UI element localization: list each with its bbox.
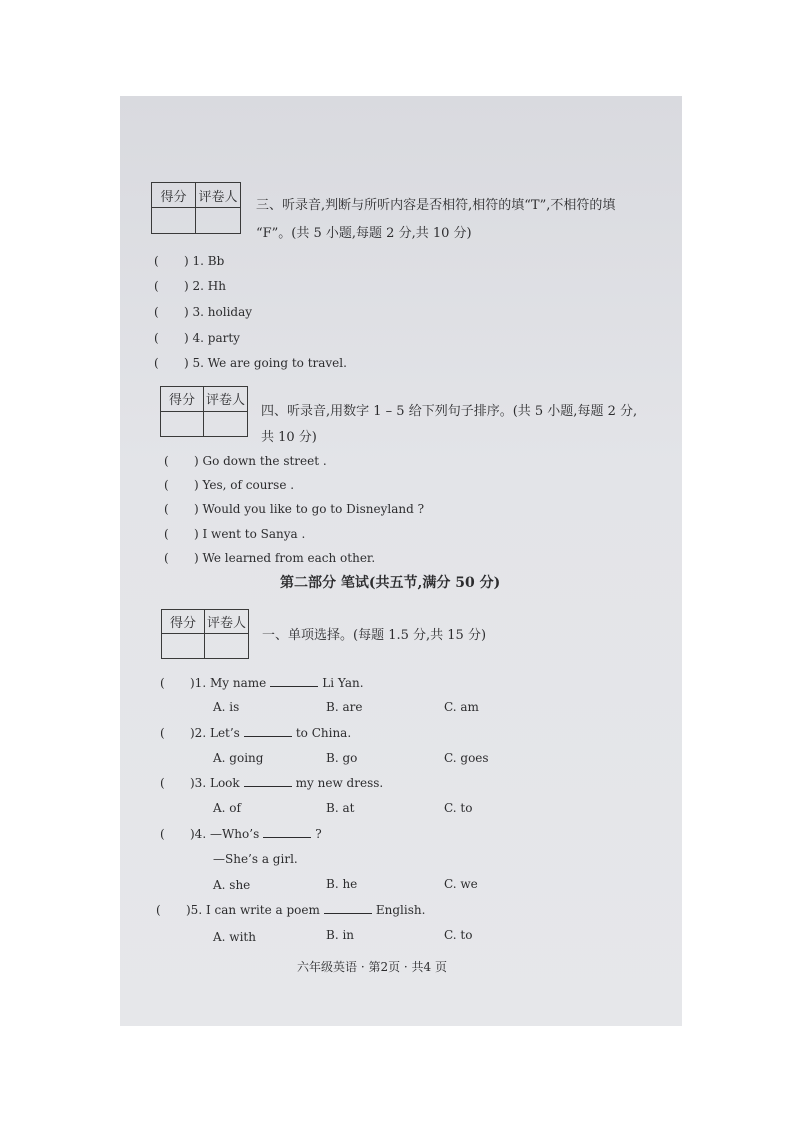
q4-option-c[interactable]: C. we bbox=[444, 877, 478, 891]
s4-item-3[interactable]: ( ) Would you like to go to Disneyland ? bbox=[164, 502, 425, 516]
q5: ( )5. I can write a poem English. bbox=[156, 903, 426, 917]
section4-heading-line1: 四、听录音,用数字 1 – 5 给下列句子排序。(共 5 小题,每题 2 分, bbox=[261, 404, 638, 419]
score-cell[interactable] bbox=[152, 208, 196, 233]
score-box-section1 bbox=[161, 609, 249, 659]
grader-label: 评卷人 bbox=[205, 610, 248, 634]
q5-option-b[interactable]: B. in bbox=[326, 928, 355, 942]
q2-option-c[interactable]: C. goes bbox=[444, 751, 489, 765]
answer-blank[interactable] bbox=[263, 827, 311, 838]
answer-blank[interactable] bbox=[244, 726, 292, 737]
q5-option-a[interactable]: A. with bbox=[213, 930, 256, 944]
q4-option-a[interactable]: A. she bbox=[213, 878, 251, 892]
s3-item-1[interactable]: ( ) 1. Bb bbox=[154, 254, 225, 268]
s4-item-5[interactable]: ( ) We learned from each other. bbox=[164, 551, 376, 565]
section3-heading-line2: “F”。(共 5 小题,每题 2 分,共 10 分) bbox=[256, 226, 472, 241]
score-box-section3 bbox=[151, 182, 241, 234]
q3: ( )3. Look my new dress. bbox=[160, 776, 384, 790]
page-footer: 六年级英语 · 第2页 · 共4 页 bbox=[297, 960, 447, 974]
grader-label: 评卷人 bbox=[204, 387, 247, 412]
s4-item-4[interactable]: ( ) I went to Sanya . bbox=[164, 527, 306, 541]
grader-cell[interactable] bbox=[205, 634, 248, 658]
q5-option-c[interactable]: C. to bbox=[444, 928, 473, 942]
score-label: 得分 bbox=[161, 387, 204, 412]
q1-option-b[interactable]: B. are bbox=[326, 700, 363, 714]
answer-blank[interactable] bbox=[324, 903, 372, 914]
s4-item-1[interactable]: ( ) Go down the street . bbox=[164, 454, 327, 468]
grader-cell[interactable] bbox=[196, 208, 240, 233]
grader-label: 评卷人 bbox=[196, 183, 240, 208]
q2: ( )2. Let’s to China. bbox=[160, 726, 352, 740]
s3-item-2[interactable]: ( ) 2. Hh bbox=[154, 279, 226, 293]
q3-option-c[interactable]: C. to bbox=[444, 801, 473, 815]
q4: ( )4. —Who’s ? bbox=[160, 827, 322, 841]
score-box-section4 bbox=[160, 386, 248, 437]
q1: ( )1. My name Li Yan. bbox=[160, 676, 364, 690]
q4-option-b[interactable]: B. he bbox=[326, 877, 358, 891]
q1-option-a[interactable]: A. is bbox=[213, 700, 240, 714]
answer-blank[interactable] bbox=[244, 776, 292, 787]
q2-option-a[interactable]: A. going bbox=[213, 751, 264, 765]
q3-option-b[interactable]: B. at bbox=[326, 801, 355, 815]
s3-item-3[interactable]: ( ) 3. holiday bbox=[154, 305, 253, 319]
score-cell[interactable] bbox=[161, 412, 204, 437]
s3-item-5[interactable]: ( ) 5. We are going to travel. bbox=[154, 356, 347, 370]
section4-heading-line2: 共 10 分) bbox=[261, 430, 317, 445]
q3-option-a[interactable]: A. of bbox=[213, 801, 241, 815]
answer-blank[interactable] bbox=[270, 676, 318, 687]
q2-option-b[interactable]: B. go bbox=[326, 751, 358, 765]
score-label: 得分 bbox=[152, 183, 196, 208]
grader-cell[interactable] bbox=[204, 412, 247, 437]
s3-item-4[interactable]: ( ) 4. party bbox=[154, 331, 240, 345]
s4-item-2[interactable]: ( ) Yes, of course . bbox=[164, 478, 295, 492]
part2-title: 第二部分 笔试(共五节,满分 50 分) bbox=[280, 575, 501, 591]
exam-paper bbox=[120, 96, 682, 1026]
section1-heading: 一、单项选择。(每题 1.5 分,共 15 分) bbox=[262, 628, 487, 643]
score-label: 得分 bbox=[162, 610, 205, 634]
q1-option-c[interactable]: C. am bbox=[444, 700, 479, 714]
q4-line2: —She’s a girl. bbox=[213, 852, 298, 866]
score-cell[interactable] bbox=[162, 634, 205, 658]
section3-heading-line1: 三、听录音,判断与所听内容是否相符,相符的填“T”,不相符的填 bbox=[256, 198, 616, 213]
